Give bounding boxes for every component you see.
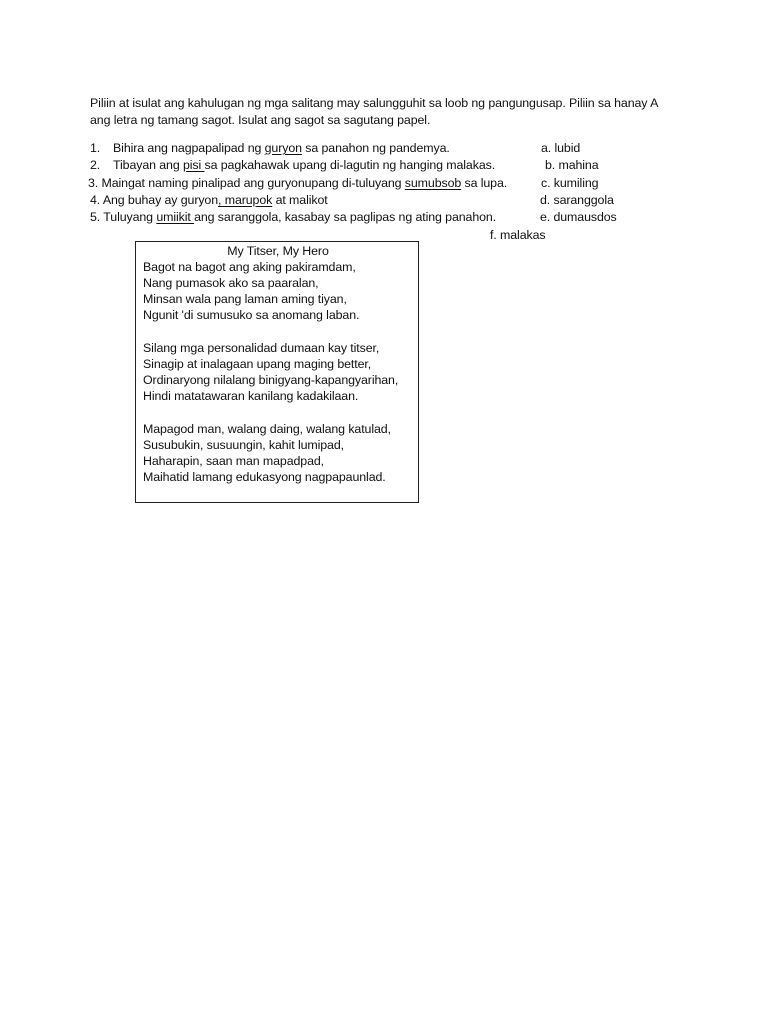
poem-line: Mapagod man, walang daing, walang katulad, bbox=[143, 422, 391, 436]
choice-c: c. kumiling bbox=[541, 176, 599, 190]
poem-line: Ordinaryong nilalang binigyang-kapangyarihan, bbox=[143, 373, 399, 387]
underlined-word: guryon bbox=[264, 141, 302, 155]
poem-line: Maihatid lamang edukasyong nagpapaunlad. bbox=[143, 470, 386, 484]
poem-line: Ngunit 'di sumusuko sa anomang laban. bbox=[143, 308, 360, 322]
question-number: 5. bbox=[90, 210, 101, 224]
question-number: 4. bbox=[90, 193, 101, 207]
poem-line: Minsan wala pang laman aming tiyan, bbox=[143, 292, 347, 306]
question-4 bbox=[90, 193, 328, 207]
choice-e: e. dumausdos bbox=[540, 210, 617, 224]
instructions-paragraph: Piliin at isulat ang kahulugan ng mga salitang may salungguhit sa loob ng pangungusap. Piliin sa hanay A ang letra ng tamang sagot. Isulat ang sagot sa sagutang papel. bbox=[90, 96, 658, 127]
underlined-word: pisi bbox=[182, 158, 205, 172]
question-number: 3. bbox=[88, 176, 99, 190]
question-5 bbox=[90, 210, 496, 224]
question-text: ang saranggola, kasabay sa paglipas ng ating panahon. bbox=[194, 210, 497, 224]
question-text: sa lupa. bbox=[461, 176, 508, 190]
choice-a: a. lubid bbox=[541, 141, 581, 155]
question-text: Tuluyang bbox=[103, 210, 157, 224]
question-3 bbox=[88, 176, 507, 190]
question-1 bbox=[113, 141, 450, 155]
question-2 bbox=[113, 158, 495, 172]
question-number: 1. bbox=[90, 141, 101, 155]
poem-box bbox=[135, 241, 419, 503]
underlined-word: , marupok bbox=[218, 193, 273, 207]
question-text: at malikot bbox=[272, 193, 328, 207]
poem-line: Bagot na bagot ang aking pakiramdam, bbox=[143, 260, 356, 274]
poem-line: Hindi matatawaran kanilang kadakilaan. bbox=[143, 389, 359, 403]
question-text: sa panahon ng pandemya. bbox=[301, 141, 450, 155]
poem-line: Haharapin, saan man mapadpad, bbox=[143, 454, 325, 468]
question-text: Bihira ang nagpapalipad ng bbox=[113, 141, 265, 155]
question-text: sa pagkahawak upang di-lagutin ng hanging malakas. bbox=[204, 158, 496, 172]
choice-b: b. mahina bbox=[545, 158, 599, 172]
underlined-word: umiikit bbox=[156, 210, 195, 224]
underlined-word: sumubsob bbox=[404, 176, 462, 190]
question-text: Ang buhay ay guryon bbox=[102, 193, 219, 207]
choice-f: f. malakas bbox=[490, 228, 546, 242]
question-text: Maingat naming pinalipad ang guryonupang di-tuluyang bbox=[101, 176, 405, 190]
question-text: Tibayan ang bbox=[113, 158, 183, 172]
question-number: 2. bbox=[90, 158, 101, 172]
poem-line: Susubukin, susuungin, kahit lumipad, bbox=[143, 438, 344, 452]
poem-line: Silang mga personalidad dumaan kay titser, bbox=[143, 341, 380, 355]
poem-title: My Titser, My Hero bbox=[227, 244, 329, 258]
poem-line: Nang pumasok ako sa paaralan, bbox=[143, 276, 319, 290]
choice-d: d. saranggola bbox=[540, 193, 614, 207]
poem-line: Sinagip at inalagaan upang maging better, bbox=[143, 357, 372, 371]
